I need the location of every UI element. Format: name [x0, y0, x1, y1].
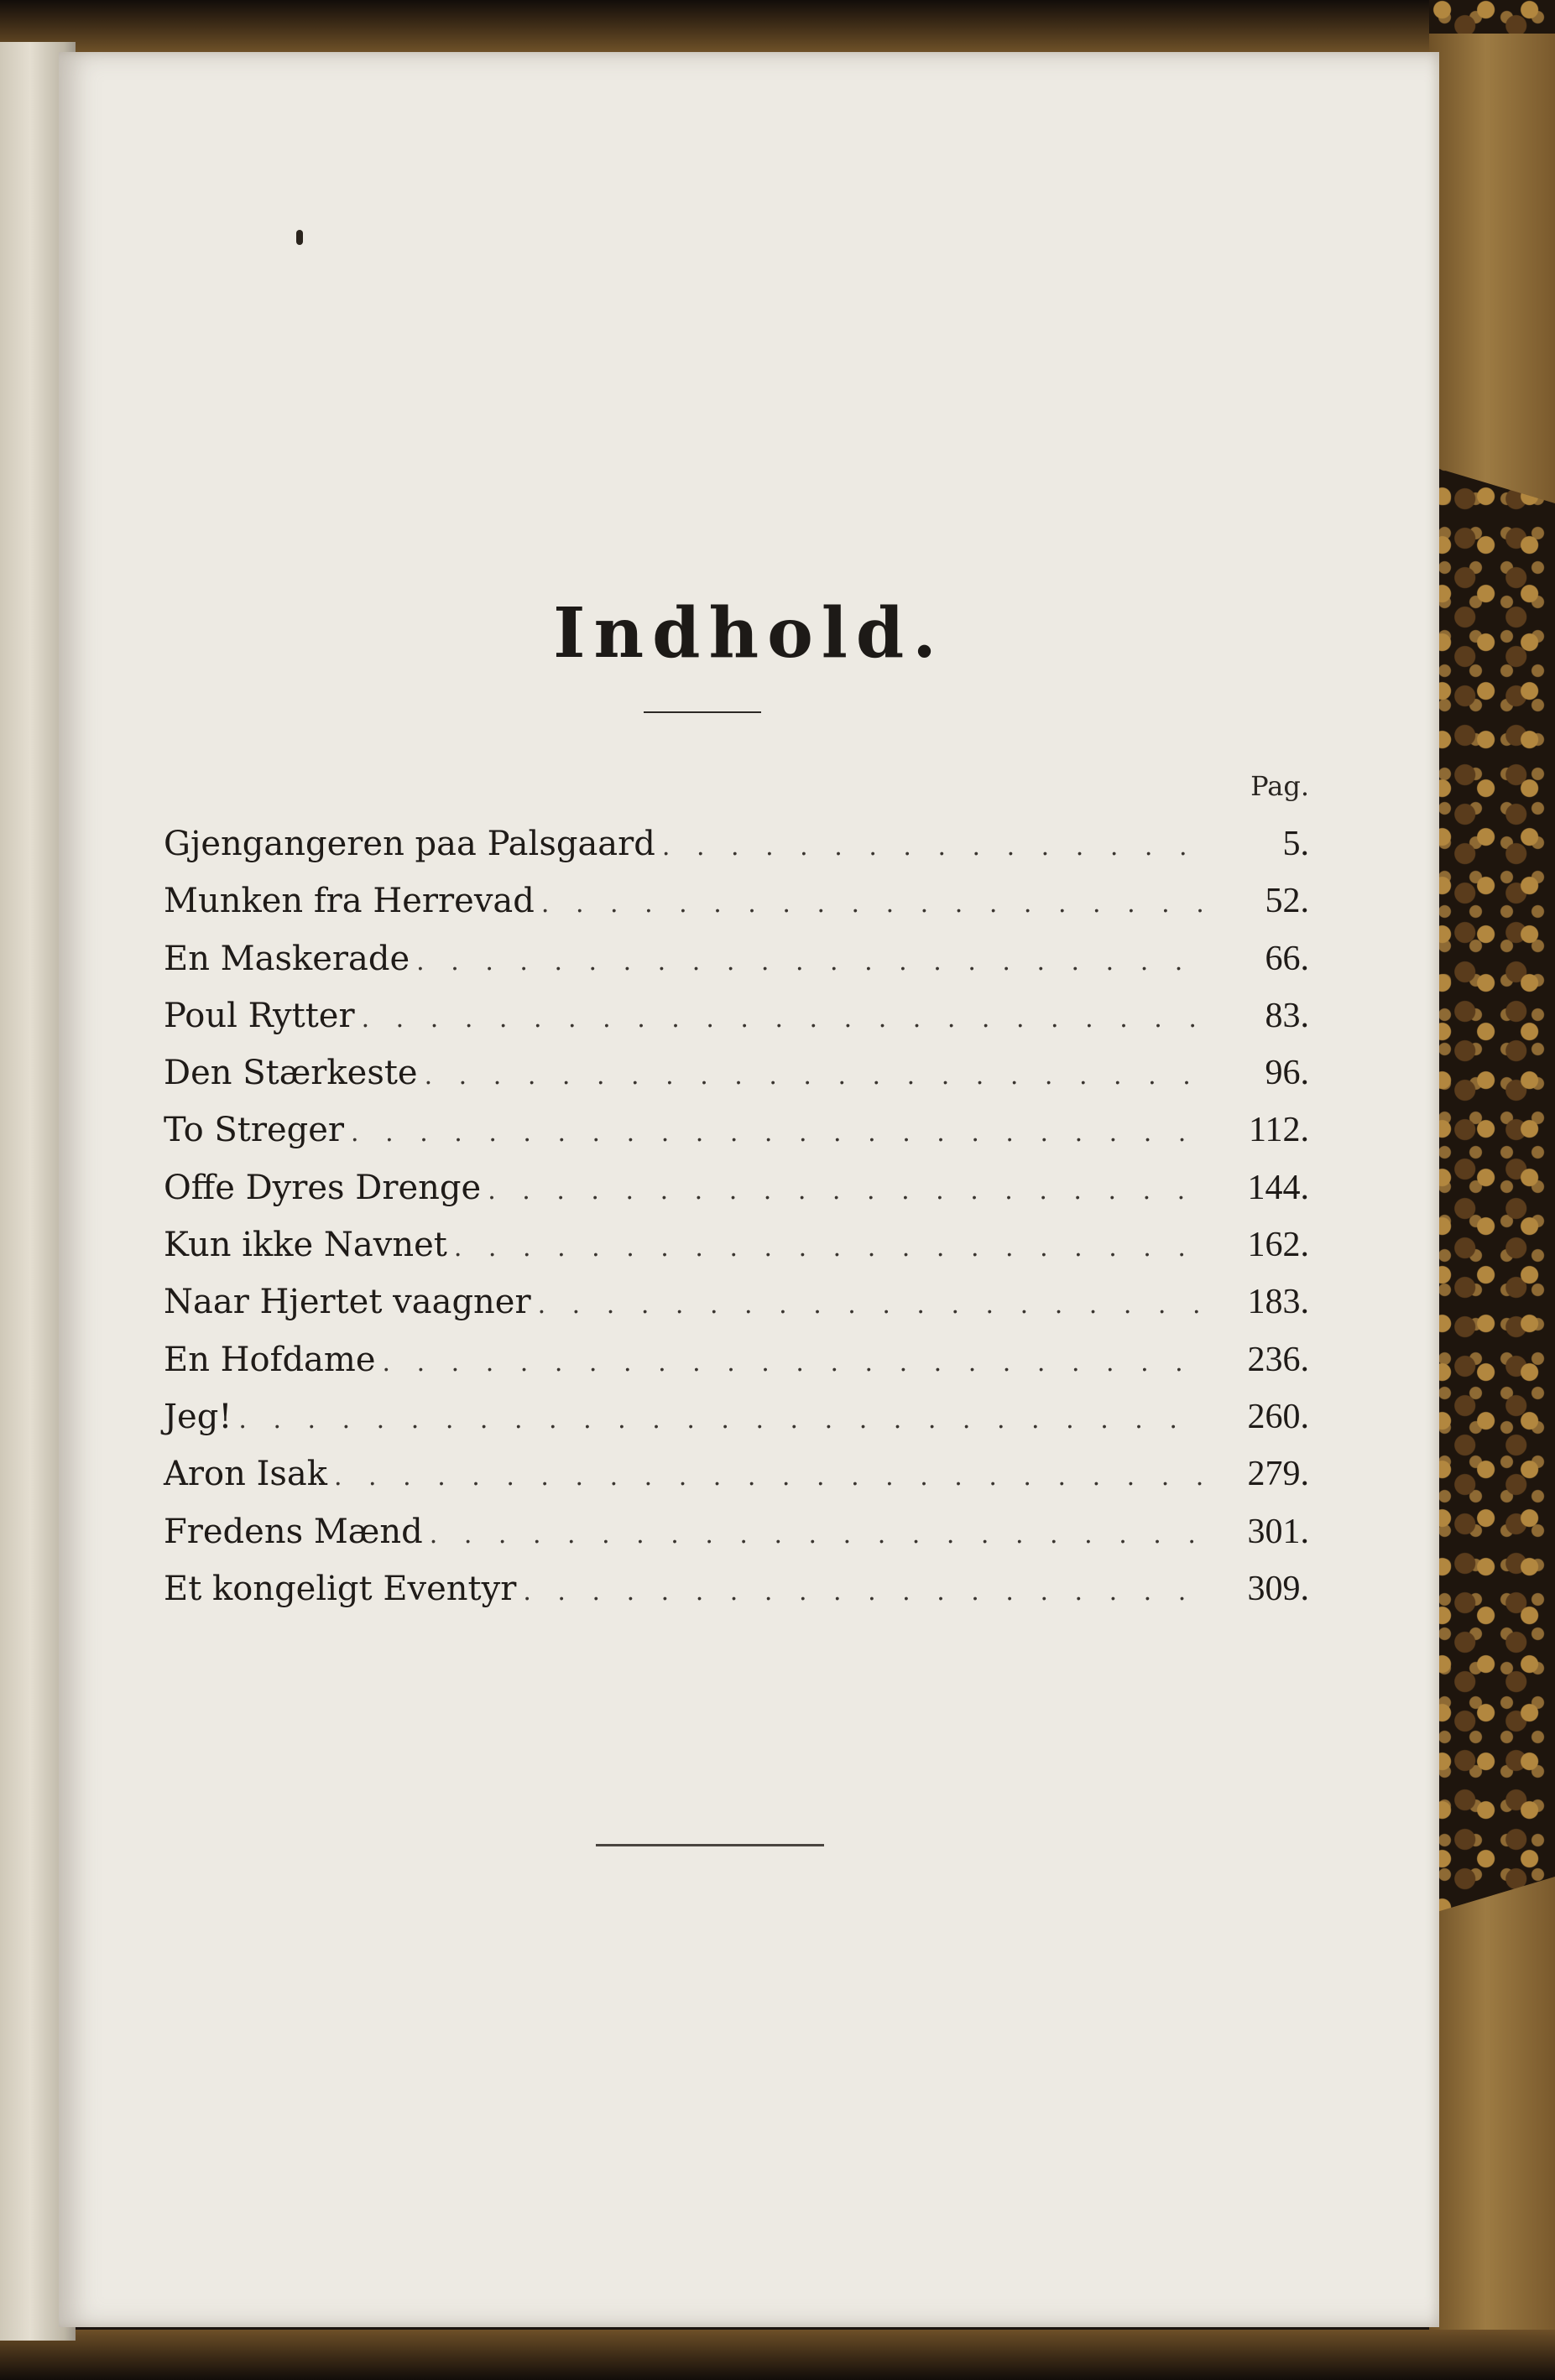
- toc-entry: [164, 1110, 1309, 1167]
- toc-entry-page: 5.: [1282, 825, 1309, 863]
- cover-edge-top: [0, 0, 1555, 59]
- dot-leader: [362, 1004, 1205, 1034]
- toc-entry: [164, 996, 1309, 1053]
- toc-entry-page: 66.: [1265, 939, 1309, 978]
- toc-entry-title: Kun ikke Navnet: [164, 1226, 447, 1265]
- toc-entry: [164, 1569, 1309, 1626]
- toc-entry-page: 52.: [1265, 882, 1309, 921]
- toc-entry-title: Naar Hjertet vaagner: [164, 1283, 531, 1322]
- dot-leader: [334, 1462, 1205, 1492]
- toc-entry-title: To Streger: [164, 1111, 345, 1150]
- toc-entry-page: 260.: [1247, 1397, 1309, 1436]
- page-title: Indhold.: [553, 593, 945, 674]
- toc-entry: [164, 1397, 1309, 1454]
- toc-entry: [164, 1168, 1309, 1225]
- toc-entry: [164, 1282, 1309, 1339]
- leather-corner-bottom: [1429, 1877, 1555, 2346]
- title-rule: [644, 711, 761, 713]
- dot-leader: [454, 1233, 1205, 1263]
- toc-entry-title: Munken fra Herrevad: [164, 882, 535, 921]
- toc-entry-page: 112.: [1249, 1111, 1309, 1150]
- dot-leader: [238, 1405, 1205, 1435]
- ink-speck: [296, 230, 303, 245]
- dot-leader: [416, 947, 1205, 976]
- toc-entry-page: 162.: [1247, 1226, 1309, 1265]
- toc-entry: [164, 1053, 1309, 1110]
- toc-entry-title: Fredens Mænd: [164, 1512, 423, 1551]
- toc-entry-title: Jeg!: [164, 1397, 232, 1436]
- closing-rule: [596, 1844, 824, 1846]
- toc-entry-title: Gjengangeren paa Palsgaard: [164, 825, 655, 863]
- toc-entry: [164, 1454, 1309, 1511]
- toc-entry-title: Et kongeligt Eventyr: [164, 1569, 517, 1608]
- toc-entry-title: Offe Dyres Drenge: [164, 1168, 482, 1207]
- dot-leader: [662, 832, 1205, 862]
- toc-entry-title: En Hofdame: [164, 1340, 376, 1379]
- dot-leader: [425, 1061, 1205, 1091]
- toc-entry: [164, 939, 1309, 996]
- toc-entry: [164, 824, 1309, 881]
- dot-leader: [488, 1176, 1205, 1206]
- toc-entry: [164, 1512, 1309, 1569]
- toc-entry-page: 83.: [1265, 996, 1309, 1035]
- page-column-label: Pag.: [1250, 770, 1309, 802]
- dot-leader: [351, 1118, 1205, 1148]
- toc-entry-page: 279.: [1247, 1455, 1309, 1494]
- toc-entry: [164, 881, 1309, 938]
- cover-edge-bottom: [0, 2330, 1555, 2380]
- toc-entry-page: 144.: [1247, 1168, 1309, 1207]
- toc-entry-title: Aron Isak: [164, 1455, 327, 1494]
- toc-entry-title: Poul Rytter: [164, 996, 355, 1035]
- toc-entry: [164, 1225, 1309, 1282]
- toc-entry-title: En Maskerade: [164, 939, 410, 978]
- dot-leader: [383, 1348, 1206, 1377]
- toc-entry-page: 301.: [1247, 1512, 1309, 1551]
- dot-leader: [538, 1290, 1205, 1320]
- toc-entry-page: 236.: [1247, 1340, 1309, 1379]
- dot-leader: [523, 1577, 1205, 1607]
- contents-page: [59, 52, 1439, 2327]
- dot-leader: [430, 1520, 1205, 1549]
- toc-entry-title: Den Stærkeste: [164, 1054, 418, 1093]
- dot-leader: [541, 889, 1205, 919]
- toc-entry-page: 309.: [1247, 1569, 1309, 1608]
- table-of-contents: [164, 824, 1309, 1626]
- toc-entry: [164, 1340, 1309, 1397]
- toc-entry-page: 183.: [1247, 1283, 1309, 1322]
- leather-corner-top: [1429, 34, 1555, 503]
- toc-entry-page: 96.: [1265, 1054, 1309, 1093]
